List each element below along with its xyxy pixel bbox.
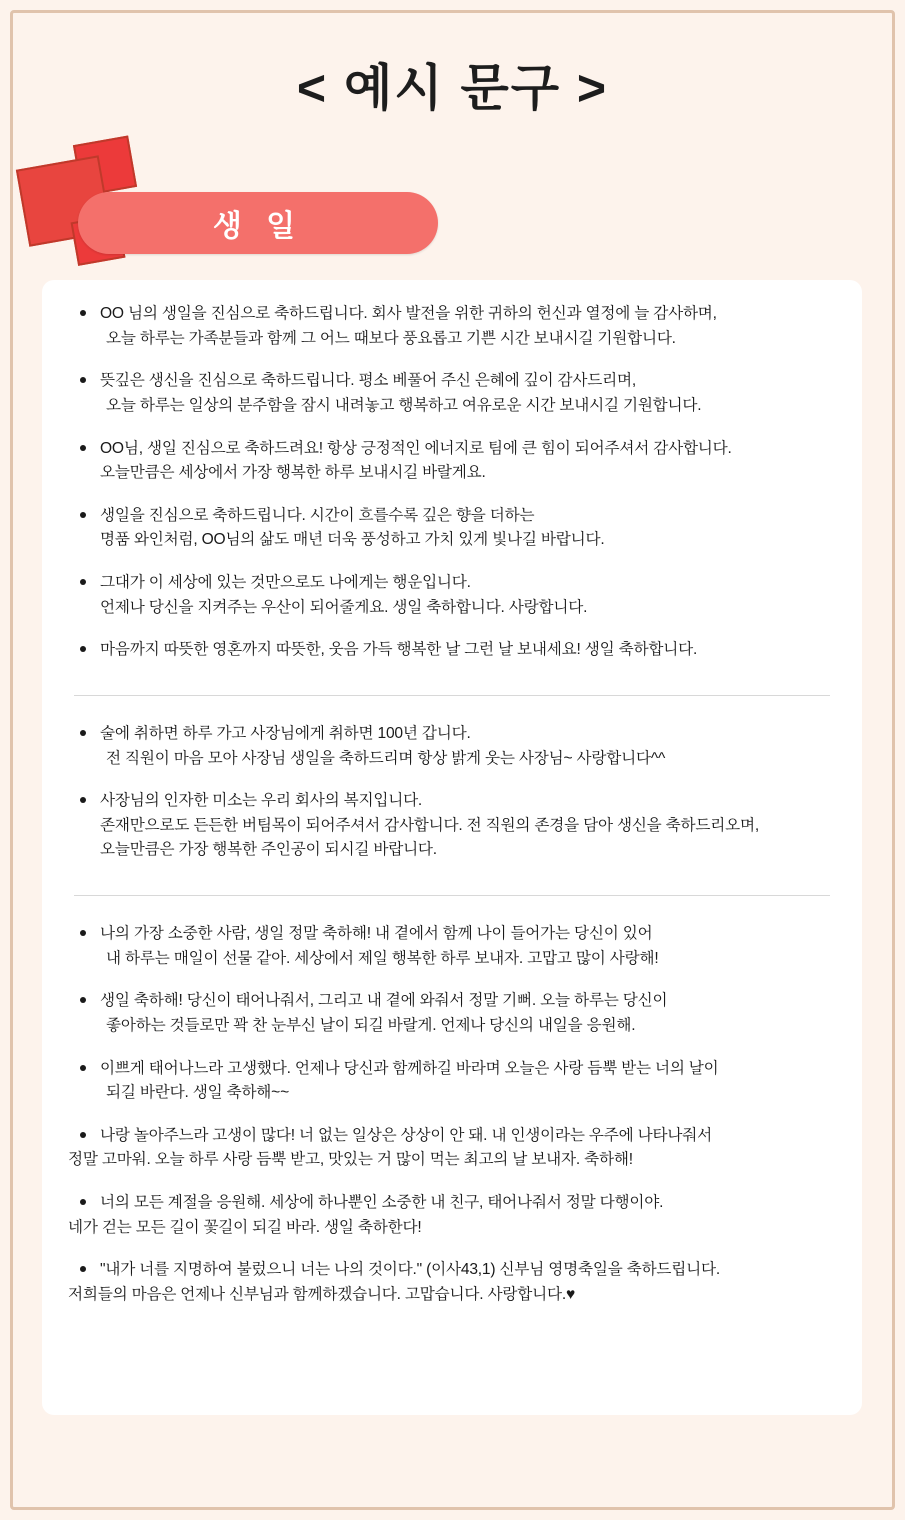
page-title: < 예시 문구 > xyxy=(296,60,609,116)
list-item xyxy=(68,437,836,486)
phrase-line-2: 명품 와인처럼, OO님의 삶도 매년 더욱 풍성하고 가치 있게 빛나길 바랍니다. xyxy=(100,531,605,549)
phrase-line-1: 술에 취하면 하루 가고 사장님에게 취하면 100년 갑니다. xyxy=(100,724,471,742)
phrase-line-1: OO님, 생일 진심으로 축하드려요! 항상 긍정적인 에너지로 팀에 큰 힘이 되어주셔서 감사합니다. xyxy=(100,439,732,457)
phrase-line-2: 내 하루는 매일이 선물 같아. 세상에서 제일 행복한 하루 보내자. 고맙고 많이 사랑해! xyxy=(106,949,659,967)
phrase-line-2: 전 직원이 마음 모아 사장님 생일을 축하드리며 항상 밝게 웃는 사장님~ 사랑합니다^^ xyxy=(106,749,666,767)
list-item xyxy=(68,302,836,351)
phrase-line-1: 나의 가장 소중한 사람, 생일 정말 축하해! 내 곁에서 함께 나이 들어가는 당신이 있어 xyxy=(100,925,653,942)
phrase-line-1: 사장님의 인자한 미소는 우리 회사의 복지입니다. xyxy=(100,792,423,810)
section-badge-birthday xyxy=(78,192,438,254)
phrase-line-1: "내가 너를 지명하여 불렀으니 너는 나의 것이다." (이사43,1) 신부님 영명축일을 축하드립니다. xyxy=(100,1261,721,1279)
phrase-line-2: 되길 바란다. 생일 축하해~~ xyxy=(106,1084,289,1102)
phrase-line-2: 네가 걷는 모든 길이 꽃길이 되길 바라. 생일 축하한다! xyxy=(68,1218,422,1236)
group-divider-1 xyxy=(74,695,830,696)
phrase-group-general xyxy=(68,298,836,683)
phrase-line-2: 오늘만큼은 세상에서 가장 행복한 하루 보내시길 바랄게요. xyxy=(100,464,486,482)
phrase-group-personal xyxy=(68,918,836,1328)
list-item xyxy=(68,1124,836,1173)
list-item xyxy=(68,989,836,1038)
list-item xyxy=(68,1258,836,1307)
list-item xyxy=(68,571,836,620)
phrase-line-2: 언제나 당신을 지켜주는 우산이 되어줄게요. 생일 축하합니다. 사랑합니다. xyxy=(100,598,588,616)
phrase-line-1: 생일을 진심으로 축하드립니다. 시간이 흐를수록 깊은 향을 더하는 xyxy=(100,506,535,524)
phrase-line-3: 오늘만큼은 가장 행복한 주인공이 되시길 바랍니다. xyxy=(100,841,437,859)
list-item xyxy=(68,638,836,663)
list-item xyxy=(68,1191,836,1240)
phrase-list-general xyxy=(68,302,836,663)
group-divider-2 xyxy=(74,895,830,896)
phrase-line-2: 오늘 하루는 가족분들과 함께 그 어느 때보다 풍요롭고 기쁜 시간 보내시길 기원합니다. xyxy=(106,329,676,347)
phrase-list-personal xyxy=(68,922,836,1308)
phrase-line-1: 이쁘게 태어나느라 고생했다. 언제나 당신과 함께하길 바라며 오늘은 사랑 듬뿍 받는 너의 날이 xyxy=(100,1059,719,1077)
phrase-line-2: 존재만으로도 든든한 버팀목이 되어주셔서 감사합니다. 전 직원의 존경을 담아 생신을 축하드리오며, xyxy=(100,816,759,834)
phrase-line-2: 저희들의 마음은 언제나 신부님과 함께하겠습니다. 고맙습니다. 사랑합니다.♥ xyxy=(68,1285,576,1303)
phrase-group-boss xyxy=(68,718,836,883)
list-item xyxy=(68,789,836,863)
list-item xyxy=(68,504,836,553)
phrase-line-1: OO 님의 생일을 진심으로 축하드립니다. 회사 발전을 위한 귀하의 헌신과 열정에 늘 감사하며, xyxy=(100,305,717,322)
phrase-list-boss xyxy=(68,722,836,863)
phrase-line-1: 생일 축하해! 당신이 태어나줘서, 그리고 내 곁에 와줘서 정말 기뻐. 오늘 하루는 당신이 xyxy=(100,992,668,1010)
phrase-line-2: 좋아하는 것들로만 꽉 찬 눈부신 날이 되길 바랄게. 언제나 당신의 내일을 응원해. xyxy=(106,1016,636,1034)
section-badge-label: 생 일 xyxy=(212,210,304,243)
phrase-line-1: 너의 모든 계절을 응원해. 세상에 하나뿐인 소중한 내 친구, 태어나줘서 정말 다행이야. xyxy=(100,1194,664,1211)
list-item xyxy=(68,1057,836,1106)
phrase-line-2: 정말 고마워. 오늘 하루 사랑 듬뿍 받고, 맛있는 거 많이 먹는 최고의 날 보내자. 축하해! xyxy=(68,1151,633,1169)
list-item xyxy=(68,369,836,418)
phrase-line-1: 그대가 이 세상에 있는 것만으로도 나에게는 행운입니다. xyxy=(100,574,471,591)
phrase-line-2: 오늘 하루는 일상의 분주함을 잠시 내려놓고 행복하고 여유로운 시간 보내시길 기원합니다. xyxy=(106,396,702,414)
phrase-line-1: 마음까지 따뜻한 영혼까지 따뜻한, 웃음 가득 행복한 날 그런 날 보내세요! 생일 축하합니다. xyxy=(100,641,698,659)
phrases-card xyxy=(42,280,862,1415)
list-item xyxy=(68,722,836,771)
phrase-line-1: 뜻깊은 생신을 진심으로 축하드립니다. 평소 베풀어 주신 은혜에 깊이 감사드리며, xyxy=(100,372,636,390)
phrase-line-1: 나랑 놀아주느라 고생이 많다! 너 없는 일상은 상상이 안 돼. 내 인생이라는 우주에 나타나줘서 xyxy=(100,1126,712,1144)
list-item xyxy=(68,922,836,971)
